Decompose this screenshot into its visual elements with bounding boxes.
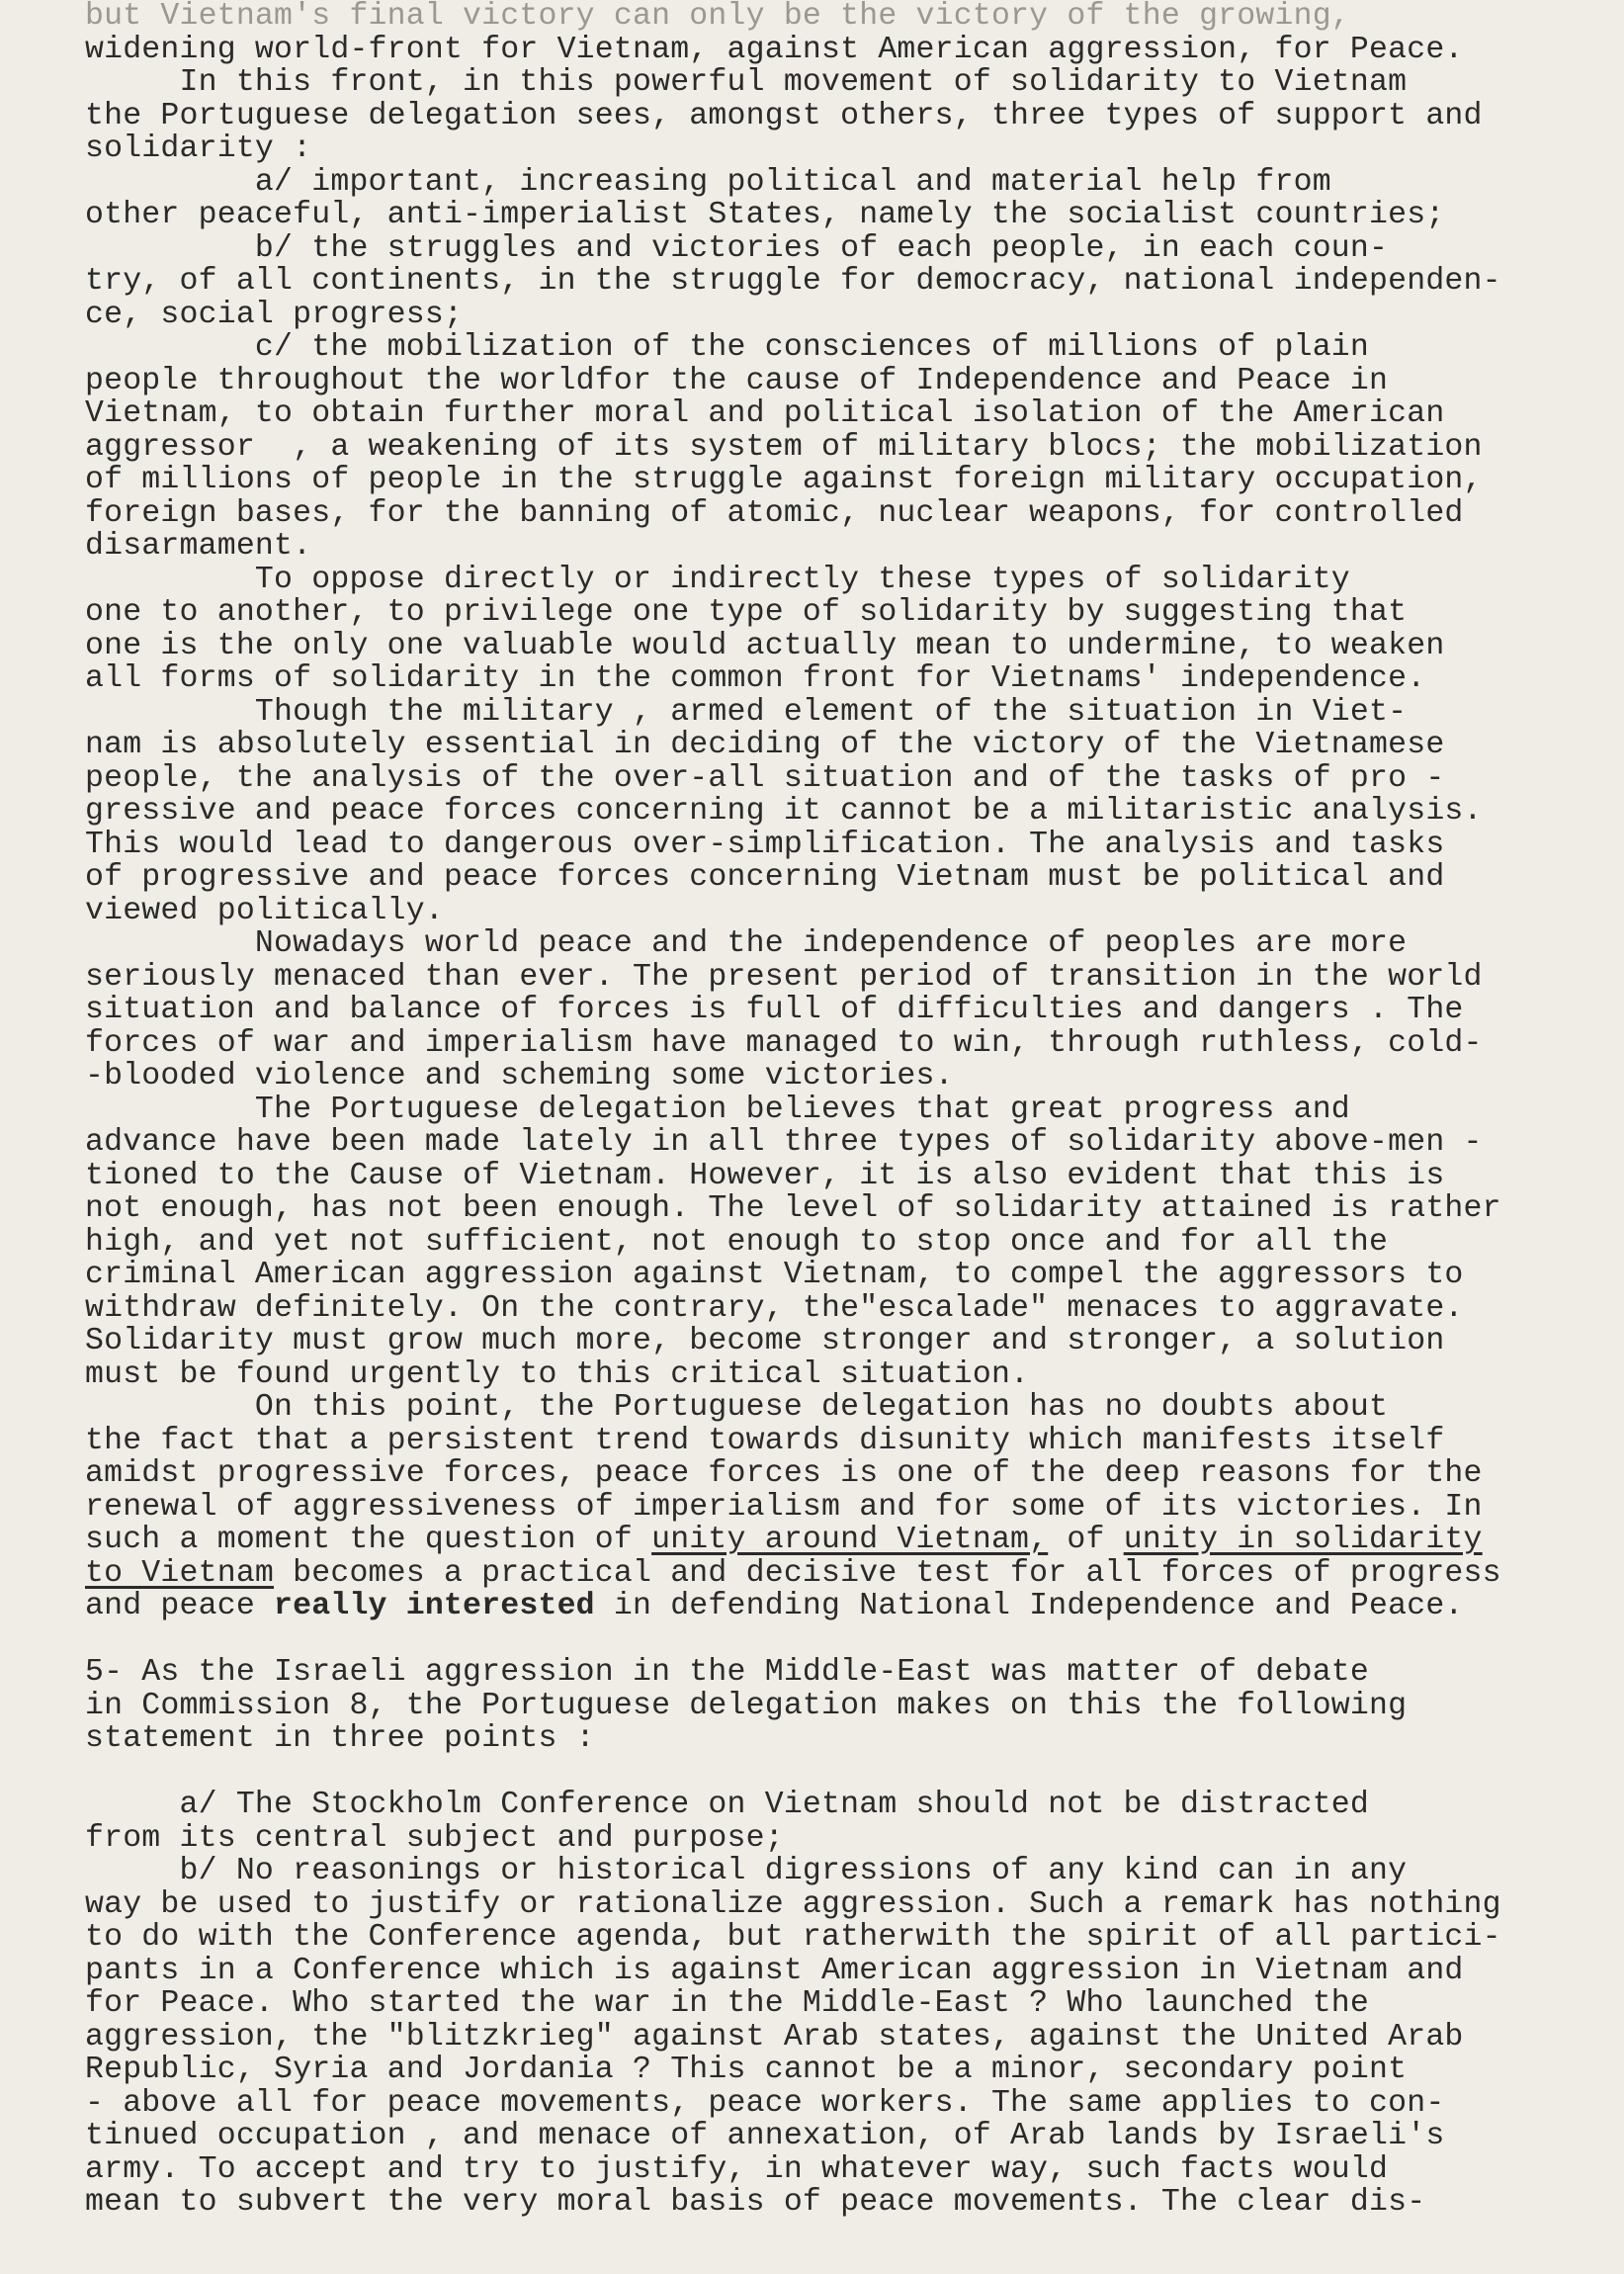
text-line: other peaceful, anti-imperialist States, namely the socialist countries; [85, 198, 1445, 232]
text-segment: and peace [85, 1589, 275, 1623]
page-body [85, 0, 1587, 2220]
text-line [85, 1590, 1587, 1623]
text-line: mean to subvert the very moral basis of peace movements. The clear dis- [85, 2185, 1426, 2220]
text-line: Though the military , armed element of the situation in Viet- [85, 694, 1408, 730]
text-line: forces of war and imperialism have managed to win, through ruthless, cold- [85, 1025, 1483, 1061]
text-line: try, of all continents, in the struggle for democracy, national independen- [85, 264, 1501, 299]
text-line: ce, social progress; [85, 297, 464, 332]
text-line: widening world-front for Vietnam, against American aggression, for Peace. [85, 32, 1464, 67]
underlined-phrase: unity in solidarity [1123, 1523, 1483, 1557]
text-line: This would lead to dangerous over-simplification. The analysis and tasks [85, 827, 1445, 862]
text-line: advance have been made lately in all three types of solidarity above-men - [85, 1125, 1483, 1160]
text-line: The Portuguese delegation believes that great progress and [85, 1092, 1350, 1127]
text-line: criminal American aggression against Vietnam, to compel the aggressors to [85, 1258, 1464, 1292]
text-line: solidarity : [85, 131, 312, 166]
text-line: in Commission 8, the Portuguese delegation makes on this the following [85, 1688, 1408, 1723]
text-line: must be found urgently to this critical situation. [85, 1356, 1030, 1392]
underlined-phrase: unity around Vietnam, [651, 1523, 1049, 1557]
text-line: gressive and peace forces concerning it cannot be a militaristic analysis. [85, 794, 1483, 829]
text-line: Republic, Syria and Jordania ? This cannot be a minor, secondary point [85, 2053, 1408, 2087]
text-line: for Peace. Who started the war in the Middle-East ? Who launched the [85, 1986, 1370, 2021]
text-line: withdraw definitely. On the contrary, the"escalade" menaces to aggravate. [85, 1290, 1464, 1326]
text-line: To oppose directly or indirectly these types of solidarity [85, 562, 1350, 597]
text-line: renewal of aggressiveness of imperialism and for some of its victories. In [85, 1489, 1483, 1525]
text-line: aggressor , a weakening of its system of military blocs; the mobilization [85, 429, 1483, 465]
text-line: high, and yet not sufficient, not enough to stop once and for all the [85, 1224, 1389, 1260]
text-line: viewed politically. [85, 893, 444, 928]
text-line: disarmament. [85, 529, 312, 564]
text-line: b/ No reasonings or historical digressions of any kind can in any [85, 1854, 1408, 1888]
text-line [85, 1557, 1587, 1591]
text-line: tinued occupation , and menace of annexation, of Arab lands by Israeli's [85, 2119, 1445, 2153]
text-line: aggression, the "blitzkrieg" against Arab states, against the United Arab [85, 2019, 1464, 2055]
text-line: -blooded violence and scheming some victories. [85, 1059, 954, 1093]
text-line: people, the analysis of the over-all situation and of the tasks of pro - [85, 760, 1445, 796]
text-segment: such a moment the question of [85, 1523, 652, 1557]
text-line: On this point, the Portuguese delegation has no doubts about [85, 1390, 1389, 1425]
text-line: foreign bases, for the banning of atomic, nuclear weapons, for controlled [85, 495, 1464, 531]
text-line: the Portuguese delegation sees, amongst others, three types of support and [85, 98, 1483, 133]
text-line: one to another, to privilege one type of solidarity by suggesting that [85, 595, 1408, 630]
text-line: Solidarity must grow much more, become stronger and stronger, a solution [85, 1324, 1445, 1358]
text-line: c/ the mobilization of the consciences of millions of plain [85, 330, 1370, 365]
text-line: Vietnam, to obtain further moral and political isolation of the American [85, 396, 1445, 431]
header-fragment: but Vietnam's final victory can only be the victory of the growing, [85, 0, 1350, 34]
text-line: a/ important, increasing political and material help from [85, 164, 1331, 200]
text-line: seriously menaced than ever. The present period of transition in the world [85, 959, 1483, 995]
text-line: the fact that a persistent trend towards disunity which manifests itself [85, 1423, 1445, 1458]
text-line: of progressive and peace forces concerning Vietnam must be political and [85, 860, 1445, 895]
text-line [85, 1524, 1587, 1557]
text-line: to do with the Conference agenda, but ratherwith the spirit of all partici- [85, 1920, 1501, 1955]
text-line: from its central subject and purpose; [85, 1820, 784, 1856]
blank-line [85, 1756, 1587, 1790]
text-line: way be used to justify or rationalize aggression. Such a remark has nothing [85, 1886, 1501, 1922]
text-line: amidst progressive forces, peace forces is one of the deep reasons for the [85, 1456, 1483, 1491]
text-line: all forms of solidarity in the common front for Vietnams' independence. [85, 661, 1426, 696]
text-line: statement in three points : [85, 1721, 595, 1756]
bold-phrase: really interested [274, 1589, 595, 1623]
text-line: pants in a Conference which is against American aggression in Vietnam and [85, 1953, 1464, 1988]
blank-line [85, 1623, 1587, 1657]
text-segment: in defending National Independence and Peace. [594, 1589, 1464, 1623]
underlined-phrase: to Vietnam [85, 1555, 275, 1591]
text-line: tioned to the Cause of Vietnam. However, it is also evident that this is [85, 1158, 1445, 1193]
text-line: a/ The Stockholm Conference on Vietnam should not be distracted [85, 1788, 1370, 1822]
text-line: army. To accept and try to justify, in whatever way, such facts would [85, 2151, 1389, 2187]
text-line: not enough, has not been enough. The level of solidarity attained is rather [85, 1191, 1501, 1226]
text-line: of millions of people in the struggle against foreign military occupation, [85, 463, 1483, 497]
text-line: In this front, in this powerful movement of solidarity to Vietnam [85, 65, 1408, 100]
text-segment: becomes a practical and decisive test for all forces of progress [274, 1555, 1501, 1591]
text-line: - above all for peace movements, peace workers. The same applies to con- [85, 2085, 1445, 2121]
text-line: one is the only one valuable would actually mean to undermine, to weaken [85, 628, 1445, 663]
text-line: nam is absolutely essential in deciding of the victory of the Vietnamese [85, 728, 1445, 762]
text-line: situation and balance of forces is full of difficulties and dangers . The [85, 993, 1464, 1027]
text-line: people throughout the worldfor the cause of Independence and Peace in [85, 363, 1389, 398]
text-line: Nowadays world peace and the independence of peoples are more [85, 926, 1408, 961]
text-segment: of [1048, 1523, 1124, 1557]
section-5-line: 5- As the Israeli aggression in the Middle-East was matter of debate [85, 1655, 1370, 1690]
text-line: b/ the struggles and victories of each people, in each coun- [85, 230, 1389, 266]
